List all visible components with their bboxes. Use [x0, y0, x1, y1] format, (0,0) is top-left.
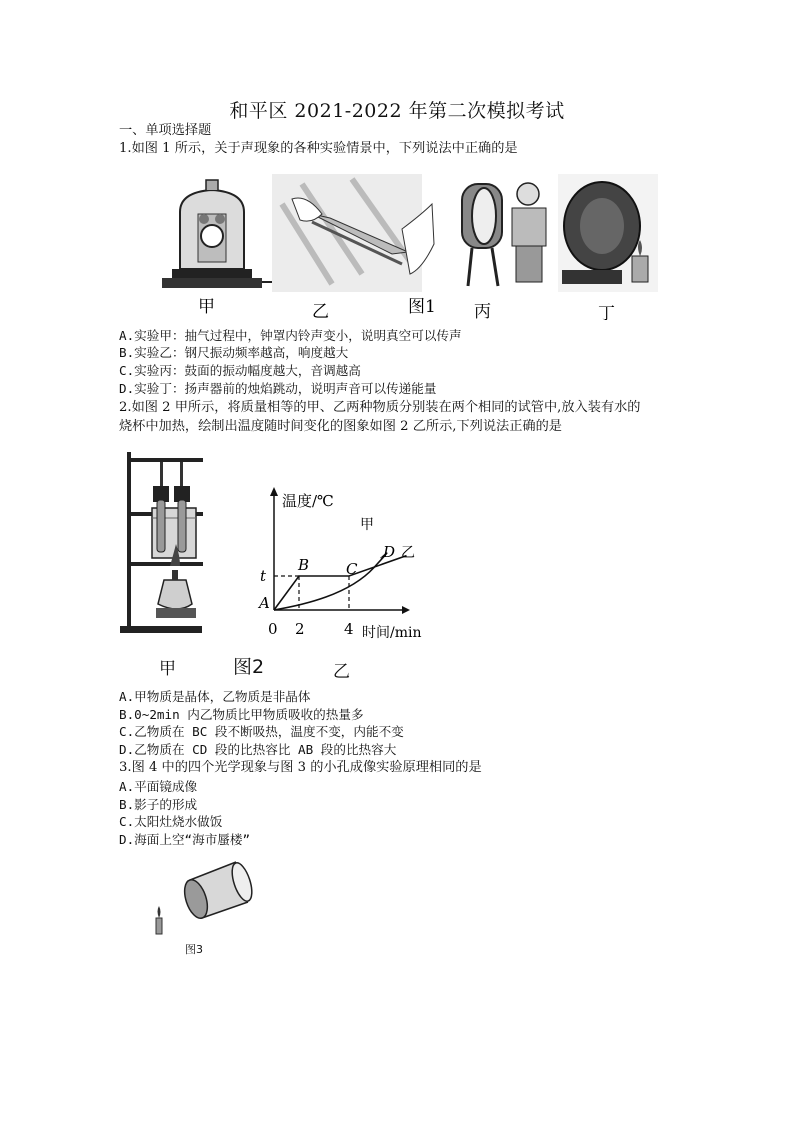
q2-stem-line2: 烧杯中加热，绘制出温度随时间变化的图象如图 2 乙所示,下列说法正确的是	[119, 419, 562, 434]
section-heading: 一、单项选择题	[119, 123, 212, 138]
heating-apparatus-illustration	[118, 448, 208, 634]
q3-option-a: A.平面镜成像	[119, 779, 198, 794]
q3-option-d: D.海面上空“海市蜃楼”	[119, 832, 251, 847]
page-title: 和平区 2021-2022 年第二次模拟考试	[229, 100, 565, 122]
graph-xtick-2: 2	[295, 620, 305, 638]
fig2-caption: 图2	[233, 656, 265, 678]
fig2-label-jia: 甲	[159, 659, 176, 679]
q2-option-c: C.乙物质在 BC 段不断吸热，温度不变，内能不变	[119, 724, 404, 739]
q1-option-b: B.实验乙：钢尺振动频率越高，响度越大	[119, 345, 349, 360]
point-label-b: B	[298, 556, 310, 574]
graph-ytick-t: t	[260, 567, 267, 585]
curve-label-jia: 甲	[360, 517, 374, 533]
y-axis-arrow	[270, 487, 278, 496]
q2-option-b: B.0~2min 内乙物质比甲物质吸收的热量多	[119, 707, 364, 722]
x-axis-arrow	[402, 606, 410, 614]
drum-illustration	[462, 183, 546, 286]
series-yi-curve	[274, 556, 407, 610]
q2-stem-line1: 2.如图 2 甲所示，将质量相等的甲、乙两种物质分别装在两个相同的试管中,放入装有水的	[119, 400, 641, 415]
graph-origin-label: 0	[268, 620, 278, 638]
point-label-d: D	[383, 543, 396, 561]
point-label-c: C	[346, 560, 358, 578]
graph-xtick-4: 4	[344, 620, 354, 638]
graph-ylabel: 温度/℃	[282, 492, 334, 510]
fig1-label-bing: 丙	[474, 302, 491, 320]
q3-option-b: B.影子的形成	[119, 797, 198, 812]
q1-stem: 1.如图 1 所示，关于声现象的各种实验情景中，下列说法中正确的是	[119, 141, 518, 156]
fig1-label-jia: 甲	[198, 297, 215, 317]
q2-option-a: A.甲物质是晶体，乙物质是非晶体	[119, 689, 311, 704]
temperature-time-graph	[252, 482, 434, 642]
q2-option-d: D.乙物质在 CD 段的比热容比 AB 段的比热容大	[119, 742, 397, 757]
steel-ruler-illustration	[272, 174, 434, 292]
fig1-label-ding: 丁	[598, 304, 615, 320]
fig2-label-yi: 乙	[333, 662, 350, 682]
point-label-a: A	[259, 594, 270, 612]
fig1-caption: 图1	[408, 297, 436, 317]
speaker-illustration	[558, 174, 658, 292]
figure-1-illustration	[162, 174, 662, 320]
q1-option-a: A.实验甲：抽气过程中，钟罩内铃声变小，说明真空可以传声	[119, 328, 462, 343]
series-jia-curve	[274, 553, 387, 610]
fig1-label-yi: 乙	[312, 302, 329, 320]
q1-option-c: C.实验丙：鼓面的振动幅度越大，音调越高	[119, 363, 361, 378]
q1-option-d: D.实验丁：扬声器前的烛焰跳动，说明声音可以传递能量	[119, 381, 437, 396]
fig3-caption: 图3	[185, 943, 203, 956]
pinhole-camera-illustration	[150, 856, 260, 942]
bell-jar-illustration	[162, 180, 280, 288]
q3-option-c: C.太阳灶烧水做饭	[119, 814, 223, 829]
q3-stem: 3.图 4 中的四个光学现象与图 3 的小孔成像实验原理相同的是	[119, 760, 482, 775]
graph-xlabel: 时间/min	[362, 625, 422, 641]
curve-label-yi: 乙	[401, 545, 415, 561]
